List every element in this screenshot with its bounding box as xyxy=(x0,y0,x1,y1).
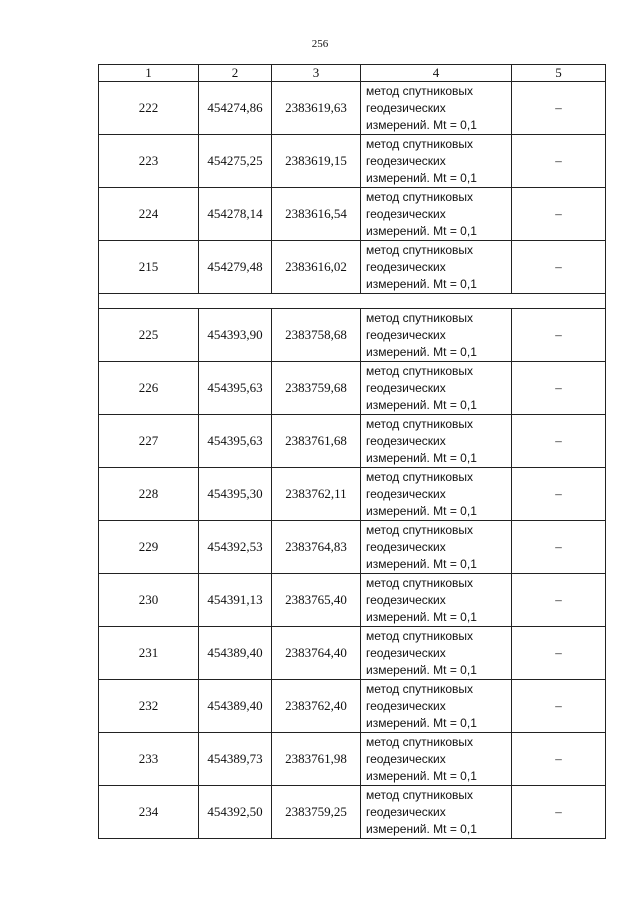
table-body xyxy=(99,82,606,839)
point-number-cell: 226 xyxy=(99,362,199,415)
note-cell: – xyxy=(512,574,606,627)
method-text-line: геодезических xyxy=(366,751,446,766)
y-coordinate-cell: 2383759,68 xyxy=(272,362,361,415)
point-number-cell: 225 xyxy=(99,309,199,362)
method-text-line: измерений. Mt = 0,1 xyxy=(366,344,477,359)
note-cell: – xyxy=(512,733,606,786)
group-separator-cell xyxy=(99,294,606,309)
y-coordinate-cell: 2383764,40 xyxy=(272,627,361,680)
method-text-line: измерений. Mt = 0,1 xyxy=(366,821,477,836)
y-coordinate-cell: 2383619,15 xyxy=(272,135,361,188)
method-text-line: измерений. Mt = 0,1 xyxy=(366,450,477,465)
table-row xyxy=(99,82,606,135)
table-row xyxy=(99,415,606,468)
method-text-line: метод спутниковых xyxy=(366,628,474,643)
table-row xyxy=(99,680,606,733)
y-coordinate-cell: 2383758,68 xyxy=(272,309,361,362)
x-coordinate-cell: 454275,25 xyxy=(199,135,272,188)
y-coordinate-cell: 2383764,83 xyxy=(272,521,361,574)
method-text-line: метод спутниковых xyxy=(366,136,474,151)
method-text-line: измерений. Mt = 0,1 xyxy=(366,609,477,624)
page-number: 256 xyxy=(311,38,329,50)
method-text-line: геодезических xyxy=(366,645,446,660)
table-header xyxy=(99,65,606,82)
header-col-2: 2 xyxy=(199,65,272,82)
y-coordinate-cell: 2383762,11 xyxy=(272,468,361,521)
method-cell xyxy=(361,362,512,415)
method-cell xyxy=(361,135,512,188)
y-coordinate-cell: 2383762,40 xyxy=(272,680,361,733)
method-text-line: метод спутниковых xyxy=(366,189,474,204)
method-cell xyxy=(361,680,512,733)
note-cell: – xyxy=(512,82,606,135)
point-number-cell: 233 xyxy=(99,733,199,786)
x-coordinate-cell: 454395,30 xyxy=(199,468,272,521)
method-text-line: измерений. Mt = 0,1 xyxy=(366,556,477,571)
group-separator-row xyxy=(99,294,606,309)
point-number-cell: 234 xyxy=(99,786,199,839)
header-col-3: 3 xyxy=(272,65,361,82)
method-text-line: измерений. Mt = 0,1 xyxy=(366,662,477,677)
method-cell xyxy=(361,786,512,839)
note-cell: – xyxy=(512,468,606,521)
note-cell: – xyxy=(512,241,606,294)
table-row xyxy=(99,188,606,241)
note-cell: – xyxy=(512,135,606,188)
y-coordinate-cell: 2383761,98 xyxy=(272,733,361,786)
x-coordinate-cell: 454278,14 xyxy=(199,188,272,241)
method-cell xyxy=(361,733,512,786)
table-row xyxy=(99,733,606,786)
y-coordinate-cell: 2383616,54 xyxy=(272,188,361,241)
method-text-line: геодезических xyxy=(366,804,446,819)
x-coordinate-cell: 454279,48 xyxy=(199,241,272,294)
coordinates-table xyxy=(98,64,606,839)
method-text-line: измерений. Mt = 0,1 xyxy=(366,170,477,185)
table-row xyxy=(99,309,606,362)
method-text-line: измерений. Mt = 0,1 xyxy=(366,397,477,412)
y-coordinate-cell: 2383759,25 xyxy=(272,786,361,839)
point-number-cell: 224 xyxy=(99,188,199,241)
method-text-line: измерений. Mt = 0,1 xyxy=(366,117,477,132)
point-number-cell: 227 xyxy=(99,415,199,468)
x-coordinate-cell: 454389,40 xyxy=(199,627,272,680)
table-row xyxy=(99,468,606,521)
x-coordinate-cell: 454395,63 xyxy=(199,415,272,468)
method-cell xyxy=(361,241,512,294)
point-number-cell: 228 xyxy=(99,468,199,521)
point-number-cell: 230 xyxy=(99,574,199,627)
method-text-line: измерений. Mt = 0,1 xyxy=(366,503,477,518)
note-cell: – xyxy=(512,627,606,680)
method-cell xyxy=(361,468,512,521)
table-row xyxy=(99,574,606,627)
method-cell xyxy=(361,627,512,680)
header-row xyxy=(99,65,606,82)
method-text-line: измерений. Mt = 0,1 xyxy=(366,715,477,730)
x-coordinate-cell: 454392,50 xyxy=(199,786,272,839)
x-coordinate-cell: 454392,53 xyxy=(199,521,272,574)
method-cell xyxy=(361,521,512,574)
method-cell xyxy=(361,309,512,362)
method-text-line: измерений. Mt = 0,1 xyxy=(366,768,477,783)
table-row xyxy=(99,241,606,294)
note-cell: – xyxy=(512,680,606,733)
method-text-line: геодезических xyxy=(366,539,446,554)
y-coordinate-cell: 2383765,40 xyxy=(272,574,361,627)
header-col-4: 4 xyxy=(361,65,512,82)
method-text-line: геодезических xyxy=(366,592,446,607)
note-cell: – xyxy=(512,521,606,574)
note-cell: – xyxy=(512,309,606,362)
header-col-5: 5 xyxy=(512,65,606,82)
method-text-line: метод спутниковых xyxy=(366,575,474,590)
method-cell xyxy=(361,415,512,468)
point-number-cell: 232 xyxy=(99,680,199,733)
method-cell xyxy=(361,574,512,627)
method-text-line: геодезических xyxy=(366,380,446,395)
note-cell: – xyxy=(512,362,606,415)
method-text-line: метод спутниковых xyxy=(366,242,474,257)
method-text-line: геодезических xyxy=(366,100,446,115)
y-coordinate-cell: 2383616,02 xyxy=(272,241,361,294)
method-text-line: геодезических xyxy=(366,259,446,274)
method-text-line: метод спутниковых xyxy=(366,310,474,325)
method-text-line: метод спутниковых xyxy=(366,734,474,749)
method-text-line: геодезических xyxy=(366,206,446,221)
method-text-line: геодезических xyxy=(366,486,446,501)
x-coordinate-cell: 454389,73 xyxy=(199,733,272,786)
point-number-cell: 229 xyxy=(99,521,199,574)
note-cell: – xyxy=(512,415,606,468)
x-coordinate-cell: 454274,86 xyxy=(199,82,272,135)
point-number-cell: 223 xyxy=(99,135,199,188)
point-number-cell: 222 xyxy=(99,82,199,135)
point-number-cell: 215 xyxy=(99,241,199,294)
table-row xyxy=(99,786,606,839)
method-text-line: метод спутниковых xyxy=(366,363,474,378)
method-text-line: метод спутниковых xyxy=(366,787,474,802)
method-text-line: метод спутниковых xyxy=(366,522,474,537)
method-cell xyxy=(361,82,512,135)
x-coordinate-cell: 454391,13 xyxy=(199,574,272,627)
x-coordinate-cell: 454395,63 xyxy=(199,362,272,415)
x-coordinate-cell: 454389,40 xyxy=(199,680,272,733)
table-row xyxy=(99,627,606,680)
table-row xyxy=(99,521,606,574)
method-text-line: измерений. Mt = 0,1 xyxy=(366,223,477,238)
table-row xyxy=(99,135,606,188)
y-coordinate-cell: 2383761,68 xyxy=(272,415,361,468)
method-cell xyxy=(361,188,512,241)
header-col-1: 1 xyxy=(99,65,199,82)
method-text-line: метод спутниковых xyxy=(366,681,474,696)
point-number-cell: 231 xyxy=(99,627,199,680)
method-text-line: геодезических xyxy=(366,433,446,448)
method-text-line: метод спутниковых xyxy=(366,416,474,431)
y-coordinate-cell: 2383619,63 xyxy=(272,82,361,135)
table-row xyxy=(99,362,606,415)
method-text-line: геодезических xyxy=(366,153,446,168)
note-cell: – xyxy=(512,188,606,241)
method-text-line: метод спутниковых xyxy=(366,83,474,98)
method-text-line: геодезических xyxy=(366,327,446,342)
x-coordinate-cell: 454393,90 xyxy=(199,309,272,362)
method-text-line: геодезических xyxy=(366,698,446,713)
method-text-line: метод спутниковых xyxy=(366,469,474,484)
note-cell: – xyxy=(512,786,606,839)
method-text-line: измерений. Mt = 0,1 xyxy=(366,276,477,291)
